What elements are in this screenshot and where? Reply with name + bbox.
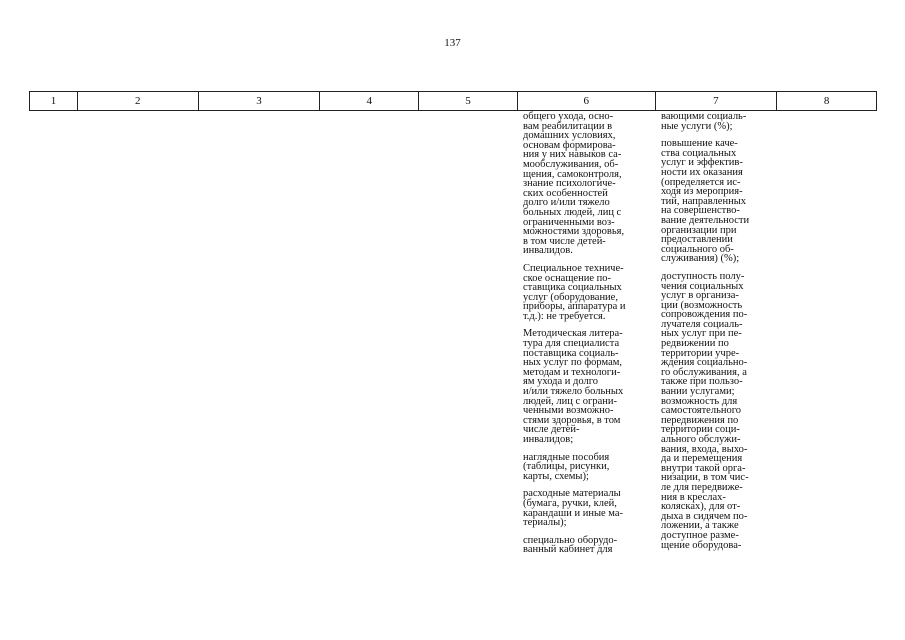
column-7-text-line: редвижении по: [661, 338, 729, 350]
column-6-text-line: домашних условиях,: [523, 130, 616, 142]
column-6-text-line: в том числе детей-: [523, 235, 606, 247]
header-col-7: 7: [656, 92, 778, 110]
column-6-text-line: основам формирова-: [523, 139, 616, 151]
column-7-text-line: служивания) (%);: [661, 253, 740, 265]
column-7-text-line: сопровождения по-: [661, 309, 748, 321]
column-7-text-line: возможность для: [661, 395, 738, 407]
column-6-text-line: специально оборудо-: [523, 534, 618, 546]
column-7-text-line: щение оборудова-: [661, 539, 742, 551]
column-6-text-line: ское оснащение по-: [523, 272, 611, 284]
column-6-text-line: услуг (оборудование,: [523, 291, 618, 303]
column-7-text-line: услуг в организа-: [661, 290, 739, 302]
column-6-text-line: ставщика социальных: [523, 282, 622, 294]
column-7-text-line: го обслуживания, а: [661, 366, 747, 378]
column-6-text-line: приборы, аппаратура и: [523, 301, 626, 313]
column-7-text-line: передвижения по: [661, 414, 739, 426]
column-7-text: [661, 112, 773, 550]
column-7-text-line: также при пользо-: [661, 376, 743, 388]
column-7-text-line: доступность полу-: [661, 270, 745, 282]
column-7-text-line: дыха в сидячем по-: [661, 510, 748, 522]
column-7-text-line: ных услуг при пе-: [661, 328, 742, 340]
column-6-text-line: щения, самоконтроля,: [523, 168, 622, 180]
column-6-text-line: инвалидов.: [523, 245, 573, 257]
column-6-text-line: карандаши и иные ма-: [523, 507, 624, 519]
column-6-text-line: т.д.): не требуется.: [523, 310, 606, 322]
column-7-text-line: лучателя социаль-: [661, 318, 743, 330]
header-col-2: 2: [78, 92, 199, 110]
column-6-text-line: числе детей-: [523, 424, 580, 436]
column-7-text-line: ле для передвиже-: [661, 481, 743, 493]
column-6-text-line: вам реабилитации в: [523, 120, 613, 132]
column-7-paragraph: [661, 272, 773, 550]
column-6-text-line: ных услуг по формам,: [523, 357, 623, 369]
column-7-text-line: вающими социаль-: [661, 111, 747, 122]
column-7-text-line: да и перемещения: [661, 453, 743, 465]
column-7-text-line: вания, входа, выхо-: [661, 443, 748, 455]
column-6-text-line: ям ухода и долго: [523, 376, 599, 388]
column-6-text-line: расходные материалы: [523, 488, 621, 500]
column-7-text-line: территории учре-: [661, 347, 740, 359]
column-6-text-line: ских особенностей: [523, 187, 608, 199]
column-6-text-line: (таблицы, рисунки,: [523, 461, 610, 473]
column-6-paragraph: [523, 264, 651, 322]
column-6-paragraph: [523, 489, 651, 527]
column-6-text-line: ванный кабинет для: [523, 544, 613, 556]
header-col-5: 5: [419, 92, 518, 110]
header-col-8: 8: [823, 95, 830, 107]
column-6-text-line: можностями здоровья,: [523, 226, 625, 238]
column-7-paragraph: [661, 112, 773, 131]
column-6-text-line: Специальное техниче-: [523, 262, 624, 274]
column-7-text-line: вание деятельности: [661, 214, 750, 226]
column-6-text-line: знание психологиче-: [523, 178, 616, 190]
column-7-text-line: ния в креслах-: [661, 491, 726, 503]
column-6-text-line: ограниченными воз-: [523, 216, 615, 228]
column-7-text-line: ального обслужи-: [661, 434, 741, 445]
page-number: 137: [444, 37, 461, 49]
column-7-text-line: ждения социально-: [661, 357, 748, 369]
column-6-paragraph: [523, 453, 651, 482]
column-6-text-line: и/или тяжело больных: [523, 386, 624, 398]
column-6-text-line: наглядные пособия: [523, 451, 610, 463]
column-7-text-line: организации при: [661, 224, 737, 236]
column-7-text-line: вании услугами;: [661, 386, 735, 398]
column-7-text-line: ходя из мероприя-: [661, 186, 743, 198]
column-6-text-line: инвалидов;: [523, 434, 574, 445]
header-col-6: 6: [518, 92, 656, 110]
column-7-text-line: колясках), для от-: [661, 501, 741, 513]
table-header-row: [29, 91, 877, 111]
column-6-text-line: (бумага, ручки, клей,: [523, 497, 617, 509]
column-6-text-line: людей, лиц с ограни-: [523, 395, 618, 407]
column-7-text-line: внутри такой орга-: [661, 462, 746, 474]
column-7-text-line: ции (возможность: [661, 299, 743, 311]
column-7-paragraph: [661, 139, 773, 264]
column-6-text-line: больных людей, лиц с: [523, 206, 622, 218]
column-7-text-line: ложении, а также: [661, 520, 739, 532]
column-6-text-line: ченными возможно-: [523, 405, 614, 417]
column-6-text-line: териалы);: [523, 517, 567, 529]
column-7-text-line: социального об-: [661, 243, 734, 255]
column-6-text-line: методам и технологи-: [523, 366, 621, 378]
column-6-paragraph: [523, 536, 651, 555]
column-6-text-line: тура для специалиста: [523, 338, 620, 350]
column-6-text: [523, 112, 651, 555]
header-col-1: 1: [30, 92, 78, 110]
column-7-text-line: ности их оказания: [661, 166, 743, 178]
column-6-text-line: общего ухода, осно-: [523, 111, 614, 122]
column-7-text-line: территории соци-: [661, 424, 740, 436]
column-7-text-line: услуг и эффектив-: [661, 157, 743, 169]
column-6-text-line: стями здоровья, в том: [523, 414, 621, 426]
column-6-text-line: Методическая литера-: [523, 328, 623, 340]
column-6-paragraph: [523, 329, 651, 444]
column-7-text-line: доступное разме-: [661, 529, 739, 541]
column-6-text-line: карты, схемы);: [523, 470, 589, 482]
column-6-text-line: ния у них навыков са-: [523, 149, 622, 161]
column-7-text-line: низации, в том чис-: [661, 472, 749, 484]
column-6-text-line: долго и/или тяжело: [523, 197, 610, 209]
column-7-text-line: ства социальных: [661, 147, 737, 159]
column-6-text-line: мообслуживания, об-: [523, 158, 619, 170]
column-7-text-line: предоставлении: [661, 234, 733, 246]
column-7-text-line: чения социальных: [661, 280, 744, 292]
column-7-text-line: на совершенство-: [661, 205, 740, 217]
column-7-text-line: ные услуги (%);: [661, 120, 733, 132]
column-6-text-line: поставщика социаль-: [523, 347, 619, 359]
header-col-4: 4: [320, 92, 419, 110]
header-col-3: 3: [199, 92, 321, 110]
column-7-text-line: (определяется ис-: [661, 176, 741, 188]
column-6-paragraph: [523, 112, 651, 256]
column-7-text-line: самостоятельного: [661, 405, 742, 417]
column-7-text-line: тий, направленных: [661, 195, 747, 207]
column-7-text-line: повышение каче-: [661, 138, 738, 150]
